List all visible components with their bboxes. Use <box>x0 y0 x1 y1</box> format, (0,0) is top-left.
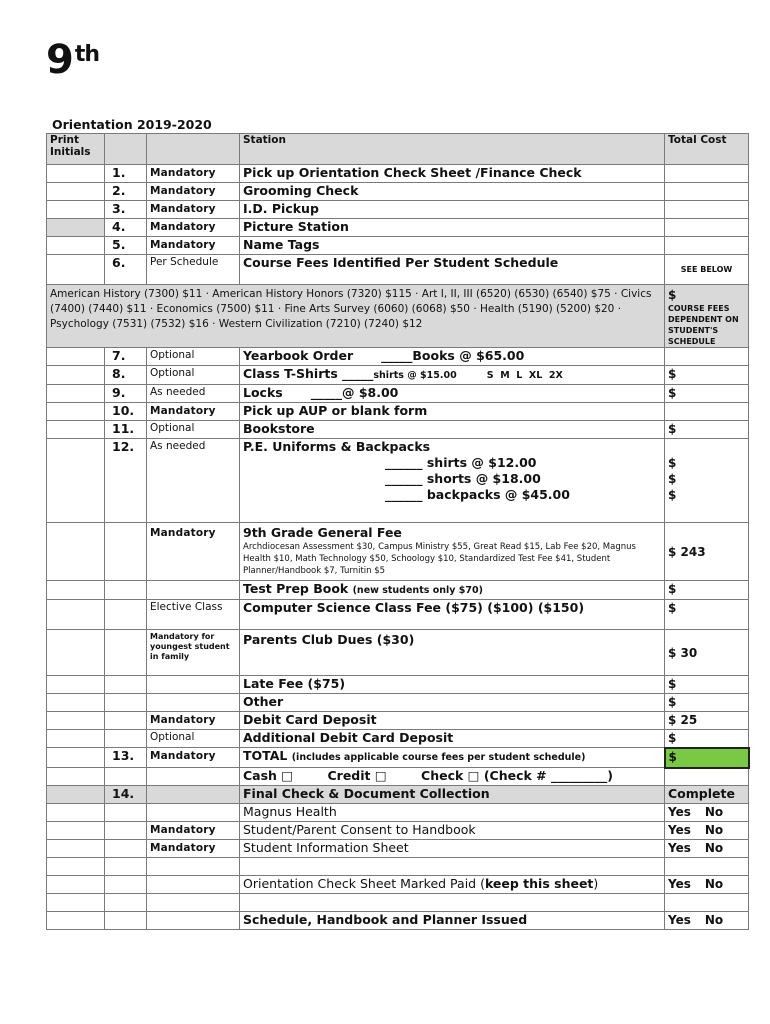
spacer-row <box>47 894 749 912</box>
cash-checkbox[interactable]: Cash □ <box>243 768 294 783</box>
credit-checkbox[interactable]: Credit □ <box>327 768 387 783</box>
table-row: 10. Mandatory Pick up AUP or blank form <box>47 403 749 421</box>
header-station: Station <box>240 134 665 165</box>
yes-option[interactable]: Yes <box>668 823 691 837</box>
no-option[interactable]: No <box>704 877 724 891</box>
initials-cell[interactable] <box>47 237 105 255</box>
table-row: Mandatory 9th Grade General Fee Archdiocesan Assessment $30, Campus Ministry $55, Great Read $15, Lab Fee $20, Magnus Health $10, Math Technology $50, Schoology $10, Standardized Test Fee $41, Student Planner/Handbook $7, Turnitin $5 $ 243 <box>47 523 749 581</box>
initials-cell[interactable] <box>47 630 105 676</box>
table-row: Schedule, Handbook and Planner Issued Yes No <box>47 912 749 930</box>
table-row: 11. Optional Bookstore $ <box>47 421 749 439</box>
initials-cell[interactable] <box>47 421 105 439</box>
initials-cell[interactable] <box>47 523 105 581</box>
yes-option[interactable]: Yes <box>668 841 691 855</box>
total-cell[interactable] <box>665 403 749 421</box>
no-option[interactable]: No <box>704 823 724 837</box>
initials-cell[interactable] <box>47 600 105 630</box>
initials-cell[interactable] <box>47 183 105 201</box>
initials-cell[interactable] <box>47 748 105 768</box>
table-row: Test Prep Book (new students only $70) $ <box>47 581 749 600</box>
table-row: 13. Mandatory TOTAL (includes applicable course fees per student schedule) $ <box>47 748 749 768</box>
check-checkbox[interactable]: Check □ (Check # _________) <box>421 768 613 783</box>
initials-cell[interactable] <box>47 201 105 219</box>
table-row: 12. As needed P.E. Uniforms & Backpacks ______ shirts @ $12.00 ______ shorts @ $18.00 ______ backpacks @ $45.00 $ $ $ <box>47 439 749 523</box>
initials-cell[interactable] <box>47 804 105 822</box>
table-row: Mandatory Student Information Sheet Yes No <box>47 840 749 858</box>
orientation-checklist-table <box>46 133 750 930</box>
table-header <box>47 134 749 165</box>
table-row: Late Fee ($75) $ <box>47 676 749 694</box>
table-row: 9. As needed Locks _____@ $8.00 $ <box>47 385 749 403</box>
grade-suffix: th <box>74 42 100 67</box>
total-cell[interactable] <box>665 237 749 255</box>
initials-cell[interactable] <box>47 786 105 804</box>
table-row: 8. Optional Class T-Shirts _____shirts @ $15.00 S M L XL 2X $ <box>47 366 749 385</box>
initials-cell[interactable] <box>47 840 105 858</box>
initials-cell[interactable] <box>47 581 105 600</box>
course-fees-list: American History (7300) $11 · American History Honors (7320) $115 · Art I, II, III (6520) (6530) (6540) $75 · Civics (7400) (7440) $11 · Economics (7500) $11 · Fine Arts Survey (6060) (6068) $50 · Health (5190) (5200) $20 · Psychology (7531) (7532) $16 · Western Civilization (7210) (7240) $12 <box>47 285 665 348</box>
initials-cell[interactable] <box>47 912 105 930</box>
initials-cell[interactable] <box>47 366 105 385</box>
initials-cell[interactable] <box>47 694 105 712</box>
initials-cell[interactable] <box>47 730 105 748</box>
no-option[interactable]: No <box>704 841 724 855</box>
total-cell[interactable] <box>665 201 749 219</box>
table-row: Mandatory Student/Parent Consent to Handbook Yes No <box>47 822 749 840</box>
table-row: Mandatory Debit Card Deposit $ 25 <box>47 712 749 730</box>
header-initials: Print Initials <box>47 134 105 165</box>
table-row: Orientation Check Sheet Marked Paid (keep this sheet) Yes No <box>47 876 749 894</box>
course-fees-total[interactable]: $ COURSE FEES DEPENDENT ON STUDENT'S SCHEDULE <box>665 285 749 348</box>
table-row: Elective Class Computer Science Class Fee ($75) ($100) ($150) $ <box>47 600 749 630</box>
no-option[interactable]: No <box>704 805 724 819</box>
table-row: 4. Mandatory Picture Station <box>47 219 749 237</box>
table-row: 3. Mandatory I.D. Pickup <box>47 201 749 219</box>
initials-cell[interactable] <box>47 403 105 421</box>
course-fees-row <box>47 285 749 348</box>
table-row: 2. Mandatory Grooming Check <box>47 183 749 201</box>
no-option[interactable]: No <box>704 913 724 927</box>
total-cell[interactable] <box>665 219 749 237</box>
grade-heading: 9th <box>46 37 100 83</box>
initials-cell[interactable] <box>47 876 105 894</box>
table-row: Optional Additional Debit Card Deposit $ <box>47 730 749 748</box>
header-total: Total Cost <box>665 134 749 165</box>
initials-cell[interactable] <box>47 822 105 840</box>
yes-option[interactable]: Yes <box>668 913 691 927</box>
initials-cell[interactable] <box>47 255 105 285</box>
table-row: 5. Mandatory Name Tags <box>47 237 749 255</box>
total-cell[interactable] <box>665 183 749 201</box>
initials-cell[interactable] <box>47 439 105 523</box>
payment-method-row <box>47 768 749 786</box>
initials-cell[interactable] <box>47 348 105 366</box>
yes-option[interactable]: Yes <box>668 877 691 891</box>
table-row: Other $ <box>47 694 749 712</box>
orientation-title: Orientation 2019-2020 <box>52 117 212 132</box>
total-cell[interactable] <box>665 165 749 183</box>
table-row: 14. Final Check & Document Collection Complete <box>47 786 749 804</box>
see-below-note: SEE BELOW <box>665 255 749 285</box>
yes-option[interactable]: Yes <box>668 805 691 819</box>
table-row: 7. Optional Yearbook Order _____Books @ $65.00 <box>47 348 749 366</box>
initials-cell[interactable] <box>47 165 105 183</box>
table-row: 6. Per Schedule Course Fees Identified Per Student Schedule SEE BELOW <box>47 255 749 285</box>
initials-cell[interactable] <box>47 219 105 237</box>
total-cell[interactable] <box>665 348 749 366</box>
table-row: Magnus Health Yes No <box>47 804 749 822</box>
table-row: Mandatory for youngest student in family Parents Club Dues ($30) $ 30 <box>47 630 749 676</box>
initials-cell[interactable] <box>47 385 105 403</box>
initials-cell[interactable] <box>47 712 105 730</box>
spacer-row <box>47 858 749 876</box>
table-row: 1. Mandatory Pick up Orientation Check Sheet /Finance Check <box>47 165 749 183</box>
grand-total-field[interactable]: $ <box>665 748 749 768</box>
initials-cell[interactable] <box>47 676 105 694</box>
